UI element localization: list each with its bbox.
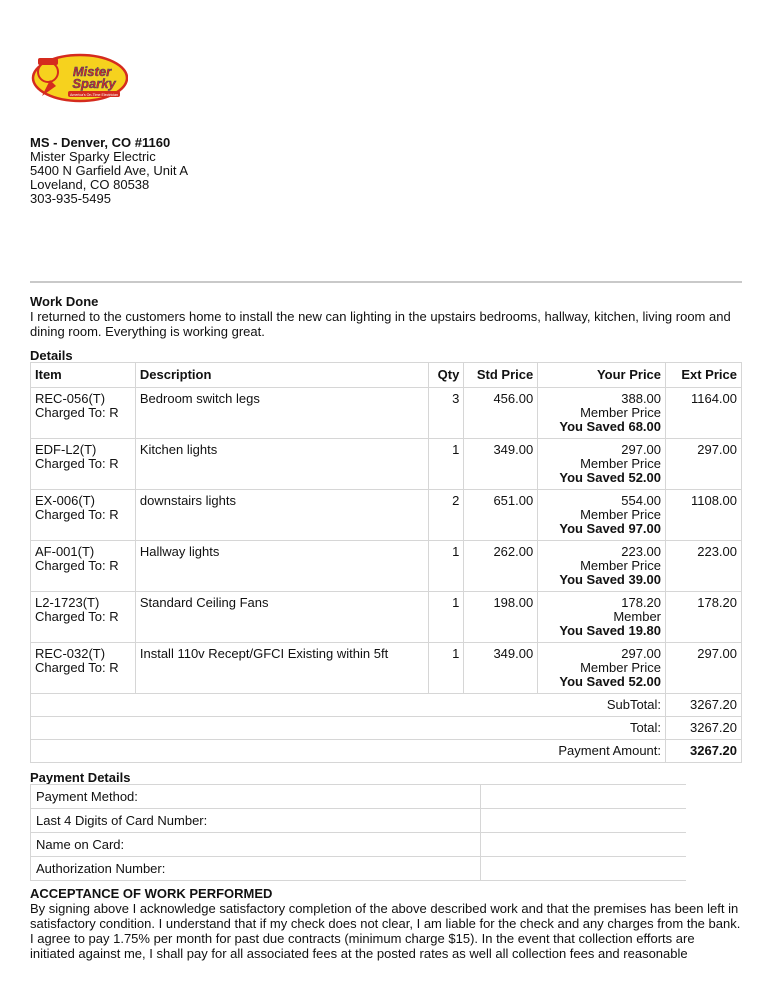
ext-price-cell: 223.00	[666, 541, 742, 592]
item-cell	[31, 541, 136, 592]
name-on-card-label: Name on Card:	[31, 833, 481, 857]
qty-cell: 1	[429, 541, 464, 592]
table-row	[31, 439, 742, 490]
table-row	[31, 541, 742, 592]
total-row	[31, 717, 742, 740]
company-phone: 303-935-5495	[30, 191, 111, 206]
ext-price-cell: 297.00	[666, 643, 742, 694]
charged-to: Charged To: R	[35, 609, 119, 624]
header-ext-price: Ext Price	[666, 363, 742, 388]
name-on-card-row	[31, 833, 686, 857]
std-price-cell: 198.00	[464, 592, 538, 643]
you-saved: You Saved 68.00	[559, 419, 662, 434]
item-cell	[31, 643, 136, 694]
description-cell: Kitchen lights	[135, 439, 428, 490]
table-row	[31, 592, 742, 643]
description-cell: Standard Ceiling Fans	[135, 592, 428, 643]
header-your-price: Your Price	[538, 363, 666, 388]
logo-tagline: America's On-Time Electrician	[69, 92, 119, 97]
store-name: MS - Denver, CO #1160	[30, 135, 171, 150]
last4-value	[481, 809, 686, 833]
logo-brand-line1: Mister	[72, 64, 112, 79]
your-price-cell	[538, 592, 666, 643]
qty-cell: 3	[429, 388, 464, 439]
std-price-cell: 349.00	[464, 643, 538, 694]
qty-cell: 1	[429, 592, 464, 643]
details-title: Details	[30, 348, 73, 363]
your-price: 297.00	[621, 646, 662, 661]
your-price: 554.00	[621, 493, 662, 508]
acceptance-section	[30, 886, 742, 961]
acceptance-text: By signing above I acknowledge satisfactory completion of the above described work and that the premises has been left in satisfactory condition. I understand that if my check does not clear, I am liable for the check and any charges from the bank. I agree to pay 1.75% per month for past due contracts (minimum charge $15). In the event that collection efforts are initiated against me, I shall pay for all associated fees at the posted rates as well all collection fees and reasonable	[30, 901, 741, 961]
item-code: REC-056(T)	[35, 391, 106, 406]
you-saved: You Saved 39.00	[559, 572, 662, 587]
logo-brand-line2: Sparky	[72, 76, 116, 91]
authorization-value	[481, 857, 686, 881]
description-cell: Hallway lights	[135, 541, 428, 592]
company-name: Mister Sparky Electric	[30, 149, 156, 164]
ext-price-cell: 1108.00	[666, 490, 742, 541]
item-cell	[31, 388, 136, 439]
std-price-cell: 349.00	[464, 439, 538, 490]
details-header-row	[31, 363, 742, 388]
work-done-section	[30, 294, 742, 339]
your-price: 223.00	[621, 544, 662, 559]
member-price-label: Member Price	[580, 558, 662, 573]
qty-cell: 2	[429, 490, 464, 541]
payment-details-table	[30, 784, 686, 881]
ext-price-cell: 1164.00	[666, 388, 742, 439]
company-info	[30, 136, 188, 206]
payment-amount-row	[31, 740, 742, 763]
divider	[30, 281, 742, 283]
payment-method-row	[31, 785, 686, 809]
mister-sparky-logo	[30, 52, 128, 104]
table-row	[31, 490, 742, 541]
payment-method-label: Payment Method:	[31, 785, 481, 809]
item-cell	[31, 439, 136, 490]
member-price-label: Member Price	[580, 405, 662, 420]
ext-price-cell: 178.20	[666, 592, 742, 643]
authorization-row	[31, 857, 686, 881]
member-price-label: Member Price	[580, 456, 662, 471]
item-cell	[31, 592, 136, 643]
ext-price-cell: 297.00	[666, 439, 742, 490]
your-price: 388.00	[621, 391, 662, 406]
header-qty: Qty	[429, 363, 464, 388]
name-on-card-value	[481, 833, 686, 857]
item-cell	[31, 490, 136, 541]
item-code: L2-1723(T)	[35, 595, 100, 610]
charged-to: Charged To: R	[35, 558, 119, 573]
company-address-line1: 5400 N Garfield Ave, Unit A	[30, 163, 189, 178]
authorization-label: Authorization Number:	[31, 857, 481, 881]
qty-cell: 1	[429, 439, 464, 490]
your-price: 178.20	[621, 595, 662, 610]
charged-to: Charged To: R	[35, 660, 119, 675]
subtotal-label: SubTotal:	[31, 694, 666, 717]
qty-cell: 1	[429, 643, 464, 694]
member-price-label: Member Price	[580, 507, 662, 522]
your-price-cell	[538, 643, 666, 694]
your-price-cell	[538, 490, 666, 541]
item-code: REC-032(T)	[35, 646, 106, 661]
item-code: EDF-L2(T)	[35, 442, 97, 457]
your-price-cell	[538, 541, 666, 592]
charged-to: Charged To: R	[35, 507, 119, 522]
acceptance-title: ACCEPTANCE OF WORK PERFORMED	[30, 886, 273, 901]
item-code: EX-006(T)	[35, 493, 95, 508]
you-saved: You Saved 97.00	[559, 521, 662, 536]
last4-row	[31, 809, 686, 833]
you-saved: You Saved 19.80	[559, 623, 662, 638]
your-price: 297.00	[621, 442, 662, 457]
description-cell: Bedroom switch legs	[135, 388, 428, 439]
charged-to: Charged To: R	[35, 456, 119, 471]
std-price-cell: 456.00	[464, 388, 538, 439]
std-price-cell: 262.00	[464, 541, 538, 592]
table-row	[31, 388, 742, 439]
payment-details-title: Payment Details	[30, 770, 131, 785]
subtotal-row	[31, 694, 742, 717]
payment-amount-label: Payment Amount:	[31, 740, 666, 763]
you-saved: You Saved 52.00	[559, 674, 662, 689]
description-cell: downstairs lights	[135, 490, 428, 541]
last4-label: Last 4 Digits of Card Number:	[31, 809, 481, 833]
table-row	[31, 643, 742, 694]
total-value: 3267.20	[666, 717, 742, 740]
item-code: AF-001(T)	[35, 544, 95, 559]
your-price-cell	[538, 388, 666, 439]
description-cell: Install 110v Recept/GFCI Existing within 5ft	[135, 643, 428, 694]
header-std-price: Std Price	[464, 363, 538, 388]
your-price-cell	[538, 439, 666, 490]
work-done-text: I returned to the customers home to install the new can lighting in the upstairs bedrooms, hallway, kitchen, living room and dining room. Everything is working great.	[30, 309, 731, 339]
details-table	[30, 362, 742, 763]
company-address-line2: Loveland, CO 80538	[30, 177, 150, 192]
header-description: Description	[135, 363, 428, 388]
member-price-label: Member Price	[580, 660, 662, 675]
you-saved: You Saved 52.00	[559, 470, 662, 485]
payment-method-value	[481, 785, 686, 809]
charged-to: Charged To: R	[35, 405, 119, 420]
header-item: Item	[31, 363, 136, 388]
total-label: Total:	[31, 717, 666, 740]
member-price-label: Member	[613, 609, 662, 624]
std-price-cell: 651.00	[464, 490, 538, 541]
subtotal-value: 3267.20	[666, 694, 742, 717]
work-done-title: Work Done	[30, 294, 99, 309]
payment-amount-value: 3267.20	[666, 740, 742, 763]
